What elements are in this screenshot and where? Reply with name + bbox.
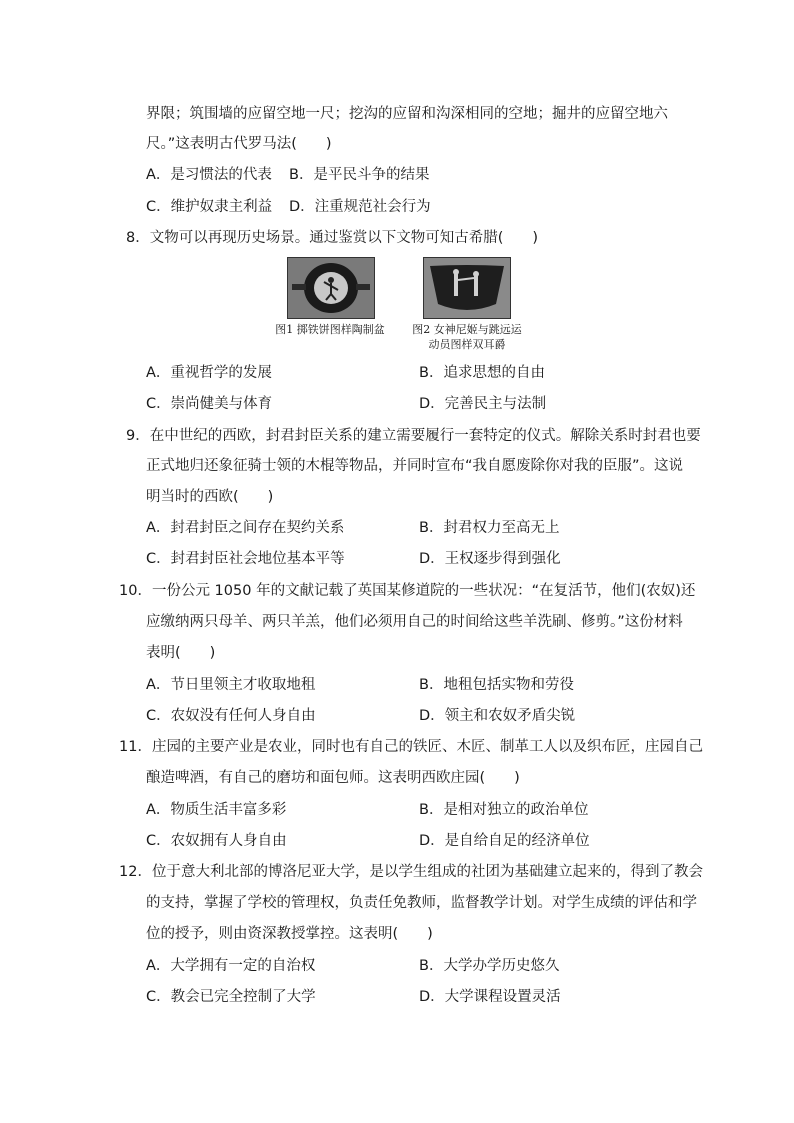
q9-option-c: C．封君封臣社会地位基本平等 xyxy=(146,551,345,567)
q7-line-1: 界限；筑围墙的应留空地一尺；挖沟的应留和沟深相同的空地；掘井的应留空地六 xyxy=(146,106,668,122)
q10-option-c: C．农奴没有任何人身自由 xyxy=(146,708,316,724)
q9-option-b: B．封君权力至高无上 xyxy=(419,520,560,536)
figure-2-caption-line-1: 图2 女神尼姬与跳远运 xyxy=(412,323,522,336)
q11-option-b: B．是相对独立的政治单位 xyxy=(419,802,589,818)
q11-line-2: 酿造啤酒，有自己的磨坊和面包师。这表明西欧庄园( ) xyxy=(146,770,520,786)
q9-option-a: A．封君封臣之间存在契约关系 xyxy=(146,520,345,536)
figure-1-caption: 图1 掷铁饼图样陶制盆 xyxy=(275,323,385,336)
q7-option-a: A．是习惯法的代表 xyxy=(146,167,272,183)
q8-option-d: D．完善民主与法制 xyxy=(419,396,547,412)
q11-option-c: C．农奴拥有人身自由 xyxy=(146,833,287,849)
q12-line-1: 12．位于意大利北部的博洛尼亚大学，是以学生组成的社团为基础建立起来的，得到了教会 xyxy=(119,864,703,880)
q10-option-b: B．地租包括实物和劳役 xyxy=(419,677,574,693)
q12-line-3: 位的授予，则由资深教授掌控。这表明( ) xyxy=(146,926,433,942)
q8-option-a: A．重视哲学的发展 xyxy=(146,365,272,381)
q10-line-2: 应缴纳两只母羊、两只羊羔，他们必须用自己的时间给这些羊洗刷、修剪。”这份材料 xyxy=(146,614,683,630)
q10-line-1: 10．一份公元 1050 年的文献记载了英国某修道院的一些状况：“在复活节，他们(农奴)还 xyxy=(119,583,696,599)
nike-long-jump-kylix-image xyxy=(423,257,511,319)
q12-line-2: 的支持，掌握了学校的管理权，负责任免教师，监督教学计划。对学生成绩的评估和学 xyxy=(146,895,697,911)
q7-option-d: D．注重规范社会行为 xyxy=(289,199,431,215)
q11-option-d: D．是自给自足的经济单位 xyxy=(419,833,590,849)
q10-option-a: A．节日里领主才收取地租 xyxy=(146,677,316,693)
q7-line-2: 尺。”这表明古代罗马法( ) xyxy=(146,136,332,152)
q12-option-c: C．教会已完全控制了大学 xyxy=(146,989,316,1005)
q9-line-2: 正式地归还象征骑士领的木棍等物品，并同时宣布“我自愿废除你对我的臣服”。这说 xyxy=(146,458,684,474)
q7-option-c: C．维护奴隶主利益 xyxy=(146,199,273,215)
q9-line-3: 明当时的西欧( ) xyxy=(146,489,274,505)
q8-option-c: C．崇尚健美与体育 xyxy=(146,396,273,412)
q11-option-a: A．物质生活丰富多彩 xyxy=(146,802,287,818)
q8-stem: 8．文物可以再现历史场景。通过鉴赏以下文物可知古希腊( ) xyxy=(126,230,539,246)
q9-option-d: D．王权逐步得到强化 xyxy=(419,551,561,567)
discus-thrower-basin-image xyxy=(287,257,375,319)
q11-line-1: 11．庄园的主要产业是农业，同时也有自己的铁匠、木匠、制革工人以及织布匠，庄园自己 xyxy=(119,739,703,755)
q8-option-b: B．追求思想的自由 xyxy=(419,365,545,381)
q12-option-b: B．大学办学历史悠久 xyxy=(419,958,560,974)
figure-2-caption-line-2: 动员图样双耳爵 xyxy=(428,338,506,351)
q12-option-a: A．大学拥有一定的自治权 xyxy=(146,958,316,974)
q9-line-1: 9．在中世纪的西欧，封君封臣关系的建立需要履行一套特定的仪式。解除关系时封君也要 xyxy=(126,428,701,444)
q7-option-b: B．是平民斗争的结果 xyxy=(289,167,430,183)
q10-option-d: D．领主和农奴矛盾尖锐 xyxy=(419,708,576,724)
q12-option-d: D．大学课程设置灵活 xyxy=(419,989,561,1005)
q10-line-3: 表明( ) xyxy=(146,645,216,661)
